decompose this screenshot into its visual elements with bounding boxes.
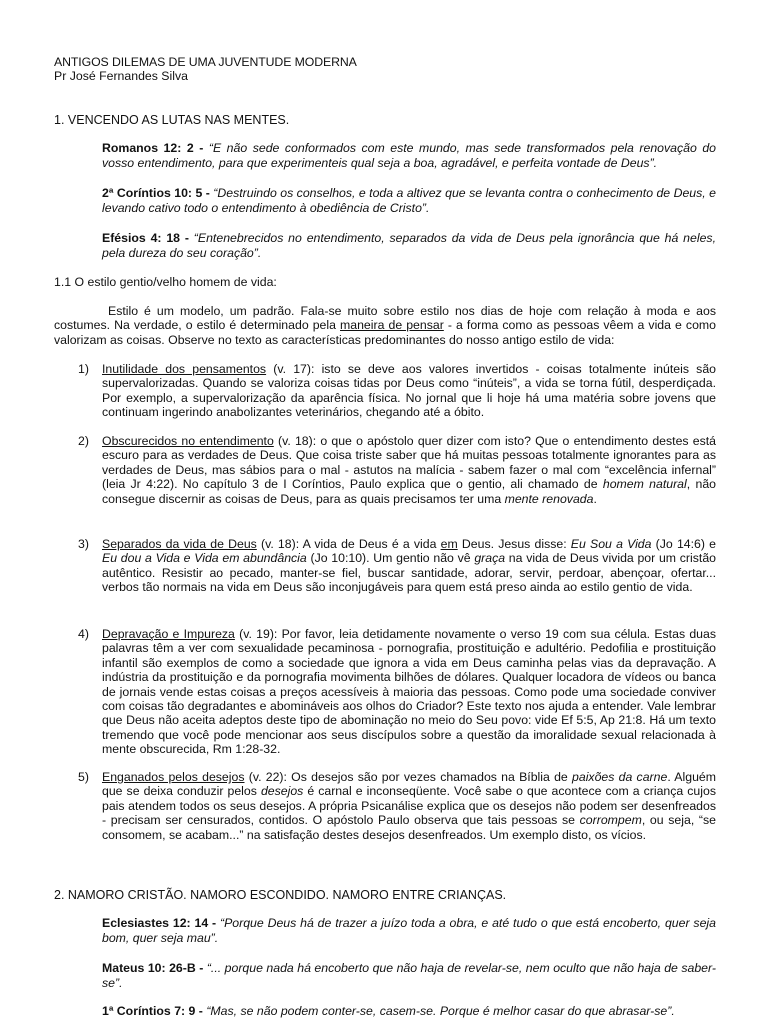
list-item-text: . Alguém que se deixa conduzir pelos — [102, 770, 717, 799]
verse-text: “Destruindo os conselhos, e toda a altivez que se levanta contra o conhecimento de Deus, e levando cativo todo o entendimento à obediência de Cristo”. — [102, 186, 716, 215]
list-item-text: . — [593, 491, 597, 506]
verse-mateus — [102, 961, 716, 990]
intro-paragraph — [54, 304, 716, 347]
verse-text: “Entenebrecidos no entendimento, separados da vida de Deus pela ignorância que há neles, pela dureza do seu coração”. — [102, 231, 716, 260]
intro-text-end: - a forma como as pessoas vêem a vida e como valorizam as coisas. Observe no texto as características predominantes do nosso antigo estilo de vida: — [54, 318, 716, 347]
list-item-text: , ou seja, “se consomem, se acabam...” na satisfação destes desejos desenfreados. Um exemplo disto, os vícios. — [102, 813, 716, 842]
list-item-italic: Eu dou a Vida e Vida em abundância — [102, 551, 307, 566]
list-item-text: (Jo 14:6) e — [651, 537, 716, 551]
list-item — [102, 537, 716, 595]
list-item-text: , não consegue discernir as coisas de Deus, para as quais precisamos ter uma — [102, 477, 716, 506]
list-item-italic: corrompem — [579, 813, 642, 828]
verse-ref: Mateus 10: 26-B - — [102, 961, 204, 975]
list-item-italic: graça — [474, 551, 506, 566]
verse-ref: Romanos 12: 2 - — [102, 141, 204, 155]
section-1-heading: 1. VENCENDO AS LUTAS NAS MENTES. — [54, 113, 290, 127]
verse-romanos — [102, 141, 716, 170]
list-item-text: (v. 19): Por favor, leia detidamente novamente o verso 19 com sua célula. Estas duas palavras têm a ver com sexualidade pecaminosa - pornografia, prostituição e adultério. Pedofilia e prostituição infantil são exemplos de como a sociedade que ignora a vida em Deus caminha pelas vias da depravação. A indústria da prostituição e da pornografia movimenta bilhões de dólares. Qualquer locadora de vídeos ou banca de jornais vende estas coisas a preços acessíveis à maioria das pessoas. Como pode uma sociedade conviver com coisas tão degradantes e abomináveis aos olhos do Criador? Este texto nos ajuda a entender. Vale lembrar que Deus não aceita adeptos deste tipo de abominação no meio do Seu povo: vide Ef 5:5, Ap 21:8. Há um texto tremendo que você pode mencionar aos seus discípulos sobre a questão da imoralidade sexual relacionada à mente obscurecida, Rm 1:28-32. — [102, 627, 716, 757]
document-author: Pr José Fernandes Silva — [54, 69, 188, 83]
document-title: ANTIGOS DILEMAS DE UMA JUVENTUDE MODERNA — [54, 55, 357, 69]
list-item-label: Enganados pelos desejos — [102, 770, 245, 784]
list-item-text: (Jo 10:10). Um gentio não vê — [306, 551, 475, 566]
list-number: 2) — [78, 434, 89, 448]
list-item — [102, 770, 716, 842]
list-item-text: na vida de Deus vivida por um cristão autêntico. Resistir ao pecado, manter-se fiel, buscar santidade, adorar, servir, perdoar, abençoar, ofertar... verbos tão normais na vida em Deus são inconjugáveis para quem está preso ainda ao estilo gentio de vida. — [102, 551, 716, 595]
intro-underlined: maneira de pensar — [340, 318, 444, 333]
verse-ref: Eclesiastes 12: 14 - — [102, 916, 217, 930]
list-number: 5) — [78, 770, 89, 784]
verse-ref: 1ª Coríntios 7: 9 - — [102, 1004, 203, 1018]
verse-ref: 2ª Coríntios 10: 5 - — [102, 186, 210, 200]
verse-corintios-7 — [102, 1004, 716, 1019]
list-item-label: Separados da vida de Deus — [102, 537, 257, 551]
list-item-text: Deus. Jesus disse: — [457, 537, 571, 551]
verse-text: “... porque nada há encoberto que não haja de revelar-se, nem oculto que não haja de saber-se”. — [102, 961, 716, 990]
list-item-text: (v. 22): Os desejos são por vezes chamados na Bíblia de — [244, 770, 573, 784]
verse-text: “Porque Deus há de trazer a juízo toda a obra, e até tudo o que está encoberto, quer seja bom, quer seja mau”. — [102, 916, 716, 945]
list-item-italic: homem natural — [602, 477, 687, 492]
verse-efesios — [102, 231, 716, 260]
list-item-text: (v. 17): isto se deve aos valores invertidos - coisas totalmente inúteis são supervalorizadas. Quando se valoriza coisas tidas por Deus como “inúteis”, a vida se torna fútil, desperdiçada. Por exemplo, a supervalorização da aparência física. No jornal que li hoje há uma matéria sobre jovens que continuam ingerindo anabolizantes veterinários, chegando até a óbito. — [102, 362, 716, 420]
list-item — [102, 362, 716, 420]
list-item-text: (v. 18): o que o apóstolo quer dizer com isto? Que o entendimento destes está escuro para as verdades de Deus. Que coisa triste saber que há muitas pessoas totalmente ignorantes para as verdades de Deus, mas sábios para o mal - astutos na malícia - sabem fazer o mal com “excelência infernal” (leia Jr 4:22). No capítulo 3 de I Coríntios, Paulo explica que o gentio, ali chamado de — [102, 434, 716, 492]
list-item-text: é carnal e inconseqüente. Você sabe o que acontece com a criança cujos pais atendem todos os seus desejos. A própria Psicanálise explica que os desejos não podem ser desenfreados - precisam ser censurados, contidos. O apóstolo Paulo observa que tais pessoas se — [102, 784, 716, 828]
list-item — [102, 434, 716, 506]
verse-text: “Mas, se não podem conter-se, casem-se. Porque é melhor casar do que abrasar-se”. — [206, 1004, 675, 1018]
list-item-italic: mente renovada — [504, 491, 594, 506]
list-item-italic: Eu Sou a Vida — [570, 537, 652, 551]
list-item-label: Inutilidade dos pensamentos — [102, 362, 267, 376]
subsection-heading: 1.1 O estilo gentio/velho homem de vida: — [54, 275, 277, 289]
list-item-text: (v. 18): A vida de Deus é a vida — [256, 537, 441, 551]
verse-ref: Efésios 4: 18 - — [102, 231, 189, 245]
section-2-heading: 2. NAMORO CRISTÃO. NAMORO ESCONDIDO. NAMORO ENTRE CRIANÇAS. — [54, 888, 507, 902]
list-item-italic: desejos — [260, 784, 304, 799]
list-number: 3) — [78, 537, 89, 551]
verse-text: “E não sede conformados com este mundo, mas sede transformados pela renovação do vosso entendimento, para que experimenteis qual seja a boa, agradável, e perfeita vontade de Deus”. — [102, 141, 717, 170]
list-number: 4) — [78, 627, 89, 641]
list-item-underlined: em — [440, 537, 458, 551]
list-item-label: Depravação e Impureza — [102, 627, 235, 641]
list-item-label: Obscurecidos no entendimento — [102, 434, 274, 448]
list-number: 1) — [78, 362, 89, 376]
verse-eclesiastes — [102, 916, 716, 945]
list-item — [102, 627, 716, 757]
verse-corintios — [102, 186, 716, 215]
list-item-italic: paixões da carne — [572, 770, 668, 784]
intro-text: Estilo é um modelo, um padrão. Fala-se muito sobre estilo nos dias de hoje com relação à moda e aos costumes. Na verdade, o estilo é determinado pela — [54, 304, 716, 333]
